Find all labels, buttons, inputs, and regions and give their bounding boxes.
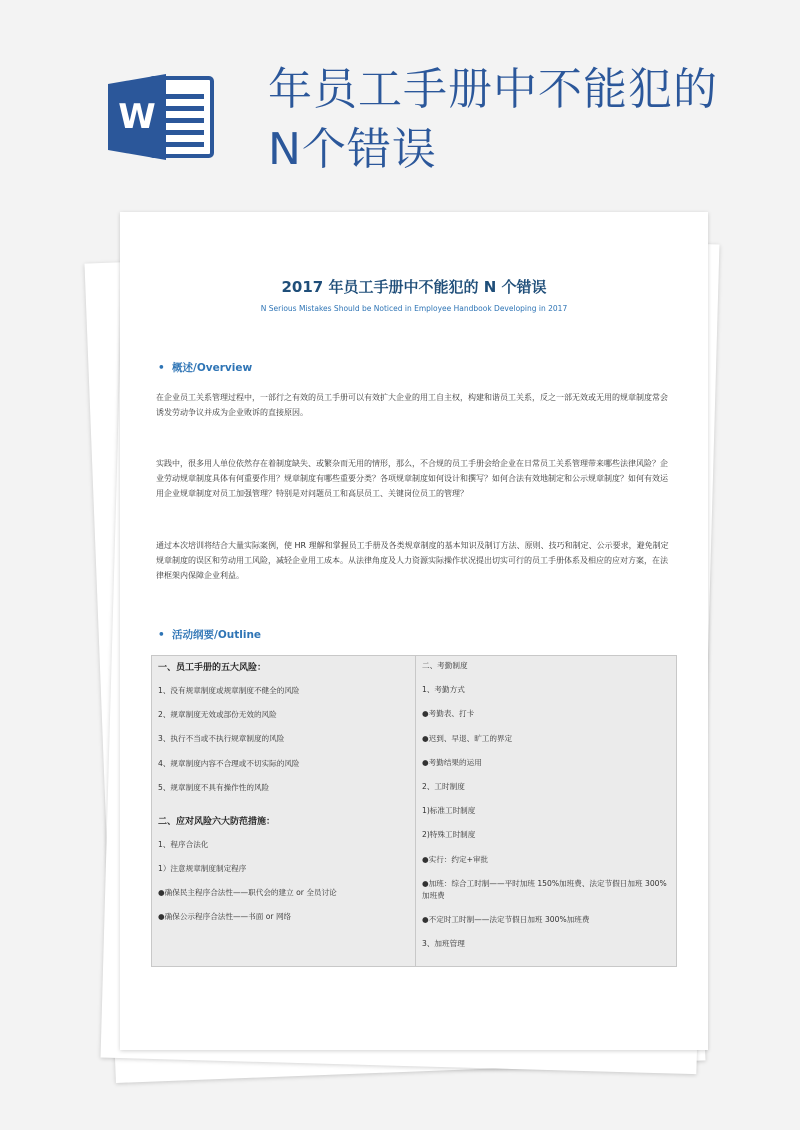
- list-item: 1、没有规章制度或规章制度不健全的风险: [158, 686, 300, 695]
- list-item: 2、工时制度: [422, 781, 465, 791]
- outline-table: [151, 655, 677, 967]
- list-item: ●确保民主程序合法性——职代会的建立 or 全员讨论: [158, 888, 337, 898]
- list-item: ●加班：综合工时制——平时加班 150%加班费、法定节假日加班 300%加班费: [422, 878, 667, 900]
- list-item: 1）注意规章制度制定程序: [158, 863, 247, 873]
- list-item: 二、考勤制度: [422, 661, 468, 670]
- list-item: ●考勤表、打卡: [422, 709, 475, 719]
- list-item: ●确保公示程序合法性——书面 or 网络: [158, 912, 292, 922]
- bullet-icon: •: [158, 629, 165, 641]
- outline-left-column: [152, 656, 416, 967]
- overview-heading: [158, 360, 252, 375]
- overview-heading-text: 概述/Overview: [172, 362, 253, 374]
- overview-paragraph: 实践中，很多用人单位依然存在着制度缺失、或繁杂而无用的情形，那么，不合规的员工手册会给企业在日常员工关系管理带来哪些法律风险？企业劳动规章制度具体有何重要作用？规章制度有哪些重要分类？各项规章制度如何设计和撰写？如何合法有效地制定和公示规章制度？如何有效运用企业规章制度对员工加强管理？特别是对问题员工和高层员工、关键岗位员工的管理？: [156, 459, 668, 498]
- svg-text:W: W: [118, 97, 156, 137]
- word-document-icon: [108, 72, 218, 162]
- outline-left-head-2: 二、应对风险六大防范措施：: [158, 816, 276, 827]
- outline-heading: [158, 627, 261, 642]
- banner-title: 年员工手册中不能犯的N个错误: [268, 64, 718, 175]
- bullet-icon: •: [158, 362, 165, 374]
- list-item: 3、加班管理: [422, 939, 465, 949]
- list-item: 2、规章制度无效或部份无效的风险: [158, 710, 277, 720]
- list-item: 1、程序合法化: [158, 839, 209, 849]
- document-subtitle: N Serious Mistakes Should be Noticed in Employee Handbook Developing in 2017: [260, 304, 568, 313]
- document-title: 2017 年员工手册中不能犯的 N 个错误: [281, 278, 547, 296]
- list-item: 1)标准工时制度: [422, 806, 476, 816]
- list-item: 4、规章制度内容不合理或不切实际的风险: [158, 758, 300, 768]
- overview-paragraph: 通过本次培训将结合大量实际案例，使 HR 理解和掌握员工手册及各类规章制度的基本知识及制订方法、原则、技巧和制定、公示要求，避免制定规章制度的误区和劳动用工风险，减轻企业用工成本。从法律角度及人力资源实际操作状况提出切实可行的员工手册体系及相应的应对方案，在法律框架内保障企业利益。: [156, 541, 669, 580]
- list-item: ●考勤结果的运用: [422, 757, 482, 767]
- outline-heading-text: 活动纲要/Outline: [172, 629, 262, 641]
- overview-paragraph: 在企业员工关系管理过程中，一部行之有效的员工手册可以有效扩大企业的用工自主权，构建和谐员工关系，反之一部无效或无用的规章制度常会诱发劳动争议并成为企业败诉的直接原因。: [156, 393, 668, 417]
- list-item: ●实行：约定+审批: [422, 854, 489, 864]
- list-item: 5、规章制度不具有操作性的风险: [158, 782, 270, 792]
- list-item: ●迟到、早退、旷工的界定: [422, 733, 513, 743]
- list-item: 2)特殊工时制度: [422, 830, 476, 840]
- list-item: 1、考勤方式: [422, 685, 465, 695]
- document-page: [120, 212, 708, 1050]
- list-item: ●不定时工时制——法定节假日加班 300%加班费: [422, 914, 590, 924]
- outline-left-head-1: 一、员工手册的五大风险：: [158, 663, 267, 673]
- list-item: 3、执行不当或不执行规章制度的风险: [158, 734, 285, 744]
- outline-right-column: [416, 656, 677, 967]
